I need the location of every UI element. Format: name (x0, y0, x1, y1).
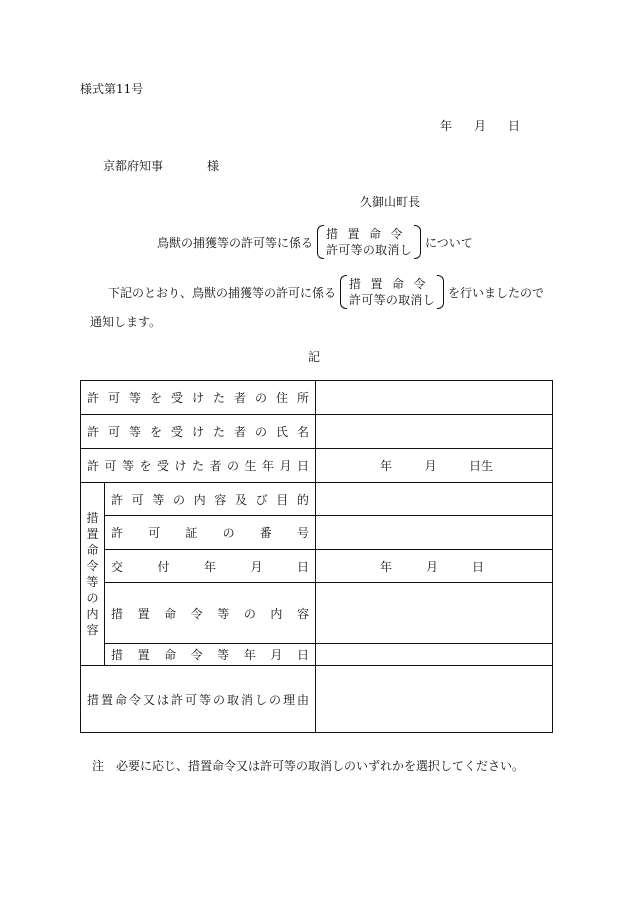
date-line (440, 117, 520, 134)
ki-heading: 記 (308, 350, 321, 364)
body-choice-bracket (340, 275, 444, 309)
body-line-2: 通知します。 (90, 315, 162, 329)
issue-day: 日 (471, 559, 484, 574)
row-birth (81, 449, 553, 483)
issue-month: 月 (426, 559, 439, 574)
row-order-date (81, 644, 553, 666)
group-label: 措 置 命 令 等 の 内 容 (86, 511, 99, 637)
note: 注 必要に応じ、措置命令又は許可等の取消しのいずれかを選択してください。 (92, 759, 525, 773)
value-address[interactable] (316, 381, 553, 415)
info-table (80, 380, 553, 733)
body-prefix: 下記のとおり、鳥獣の捕獲等の許可に係る (108, 285, 337, 300)
issuer: 久御山町長 (360, 195, 421, 209)
row-address (81, 381, 553, 415)
date-day: 日 (507, 119, 520, 133)
row-purpose (81, 483, 553, 516)
label-birth: 許 可 等 を 受 け た 者 の 生 年 月 日 (87, 459, 310, 473)
label-number: 許 可 証 の 番 号 (111, 526, 309, 540)
body-choice-1: 措 置 命 令 (349, 277, 426, 291)
subject-suffix: について (425, 235, 473, 250)
body-line-1 (108, 275, 544, 309)
birth-month: 月 (424, 459, 437, 473)
value-order-date[interactable] (316, 644, 553, 666)
subject-prefix: 鳥獣の捕獲等の許可等に係る (157, 235, 314, 250)
row-content (81, 583, 553, 644)
value-issue-date[interactable] (316, 550, 553, 583)
row-reason (81, 666, 553, 733)
label-purpose: 許 可 等 の 内 容 及 び 目 的 (111, 492, 309, 507)
birth-day: 日生 (468, 459, 493, 473)
label-reason: 措 置 命 令 又 は 許 可 等 の 取 消 し の 理 由 (87, 692, 310, 707)
row-issue-date (81, 550, 553, 583)
body-choice-2: 許 可 等 の 取 消 し (349, 293, 435, 307)
value-birth[interactable] (316, 449, 553, 483)
label-address: 許 可 等 を 受 け た 者 の 住 所 (87, 391, 310, 405)
row-number (81, 516, 553, 550)
value-purpose[interactable] (316, 483, 553, 516)
value-content[interactable] (316, 583, 553, 644)
subject-choice-2: 許 可 等 の 取 消 し (326, 243, 412, 257)
label-name: 許 可 等 を 受 け た 者 の 氏 名 (87, 425, 310, 439)
issue-year: 年 (380, 559, 393, 574)
subject-choice-bracket (317, 225, 421, 259)
label-issue-date: 交 付 年 月 日 (111, 559, 310, 574)
label-content: 措 置 命 令 等 の 内 容 (111, 606, 309, 621)
label-order-date: 措 置 命 令 等 年 月 日 (111, 648, 309, 662)
value-reason[interactable] (316, 666, 553, 733)
form-number: 様式第11号 (80, 82, 144, 96)
value-name[interactable] (316, 415, 553, 449)
birth-year: 年 (380, 459, 393, 473)
subject-line (157, 225, 473, 259)
subject-choice-1: 措 置 命 令 (326, 227, 403, 241)
date-month: 月 (473, 119, 486, 133)
body-suffix: を行いましたので (448, 285, 545, 300)
addressee-honorific: 様 (207, 159, 220, 173)
value-number[interactable] (316, 516, 553, 550)
row-name (81, 415, 553, 449)
addressee-name: 京都府知事 (103, 159, 164, 173)
date-year: 年 (440, 119, 453, 133)
